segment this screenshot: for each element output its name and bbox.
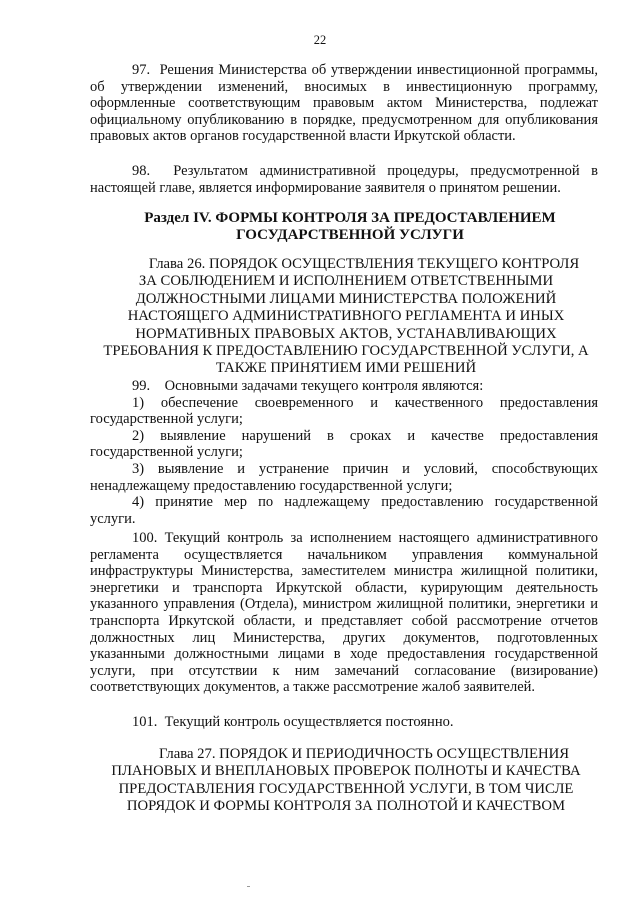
paragraph-98-text: Результатом административной процедуры, предусмотренной в настоящей главе, является информирование заявителя о принятом решении. xyxy=(90,163,598,196)
chapter-heading-line: НАСТОЯЩЕГО АДМИНИСТРАТИВНОГО РЕГЛАМЕНТА И ИНЫХ xyxy=(127,308,565,325)
paragraph-99 xyxy=(90,378,598,527)
paragraph-97-number: 97. xyxy=(132,62,151,78)
list-item: 1) обеспечение своевременного и качественного предоставления государственной услуги; xyxy=(90,394,598,428)
chapter-heading-line: ПЛАНОВЫХ И ВНЕПЛАНОВЫХ ПРОВЕРОК ПОЛНОТЫ И КАЧЕСТВА xyxy=(111,763,581,780)
chapter-heading-line: ТРЕБОВАНИЯ К ПРЕДОСТАВЛЕНИЮ ГОСУДАРСТВЕННОЙ УСЛУГИ, А xyxy=(103,343,589,360)
paragraph-97-text: Решения Министерства об утверждении инвестиционной программы, об утверждении изменений, вносимых в инвестиционную программу, оформленные соответствующим правовым актом Министерства, подлежат официальному опубликованию в порядке, предусмотренном для опубликования правовых актов органов государственной власти Иркутской области. xyxy=(90,62,599,145)
paragraph-101-text: 101. Текущий контроль осуществляется постоянно. xyxy=(132,714,454,730)
paragraph-98-number: 98. xyxy=(132,163,151,179)
chapter-27-heading xyxy=(96,746,596,816)
section-heading-line: Раздел IV. ФОРМЫ КОНТРОЛЯ ЗА ПРЕДОСТАВЛЕНИЕМ xyxy=(144,210,556,226)
paragraph-100-text: 100. Текущий контроль за исполнением настоящего административного регламента осуществляется начальником управления коммунальной инфраструктуры Министерства, заместителем министра жилищной политики, энергетики и транспорта Иркутской области, курирующим деятельность указанного управления (Отдела), министром жилищной политики, энергетики и транспорта Иркутской области, и представляет собой рассмотрение отчетов должностных лиц Министерства, других документов, подготовленных указанными должностными лицами в ходе предоставления государственной услуги, при отсутствии к ним замечаний согласование (визирование) соответствующих документов, а также рассмотрение жалоб заявителей. xyxy=(90,530,598,696)
section-heading-line: ГОСУДАРСТВЕННОЙ УСЛУГИ xyxy=(236,227,464,243)
chapter-heading-line: ПРЕДОСТАВЛЕНИЯ ГОСУДАРСТВЕННОЙ УСЛУГИ, В ТОМ ЧИСЛЕ xyxy=(118,780,574,797)
section-heading xyxy=(100,210,600,244)
chapter-heading-line: ДОЛЖНОСТНЫМИ ЛИЦАМИ МИНИСТЕРСТВА ПОЛОЖЕНИЙ xyxy=(135,290,557,307)
paragraph-97 xyxy=(90,62,598,145)
paragraph-100 xyxy=(90,530,598,696)
chapter-26-heading xyxy=(96,256,596,378)
paragraph-98 xyxy=(90,163,598,196)
chapter-heading-line: ЗА СОБЛЮДЕНИЕМ И ИСПОЛНЕНИЕМ ОТВЕТСТВЕННЫМИ xyxy=(138,273,554,290)
page-number: 22 xyxy=(313,33,327,47)
paragraph-99-intro: 99. Основными задачами текущего контроля являются: xyxy=(132,378,484,394)
chapter-heading-line: ТАКЖЕ ПРИНЯТИЕМ ИМИ РЕШЕНИЙ xyxy=(215,360,477,377)
list-item: 4) принятие мер по надлежащему предоставлению государственной услуги. xyxy=(90,494,598,527)
chapter-heading-line: Глава 27. ПОРЯДОК И ПЕРИОДИЧНОСТЬ ОСУЩЕСТВЛЕНИЯ xyxy=(158,746,569,762)
chapter-heading-line: ПОРЯДОК И ФОРМЫ КОНТРОЛЯ ЗА ПОЛНОТОЙ И КАЧЕСТВОМ xyxy=(126,798,566,815)
paragraph-101 xyxy=(90,714,598,731)
scan-artifact-dot xyxy=(247,886,250,887)
list-item: 2) выявление нарушений в сроках и качестве предоставления государственной услуги; xyxy=(90,427,598,461)
list-item: 3) выявление и устранение причин и условий, способствующих ненадлежащему предоставлению государственной услуги; xyxy=(90,460,598,494)
chapter-heading-line: Глава 26. ПОРЯДОК ОСУЩЕСТВЛЕНИЯ ТЕКУЩЕГО КОНТРОЛЯ xyxy=(148,256,580,272)
chapter-heading-line: НОРМАТИВНЫХ ПРАВОВЫХ АКТОВ, УСТАНАВЛИВАЮЩИХ xyxy=(135,325,557,342)
